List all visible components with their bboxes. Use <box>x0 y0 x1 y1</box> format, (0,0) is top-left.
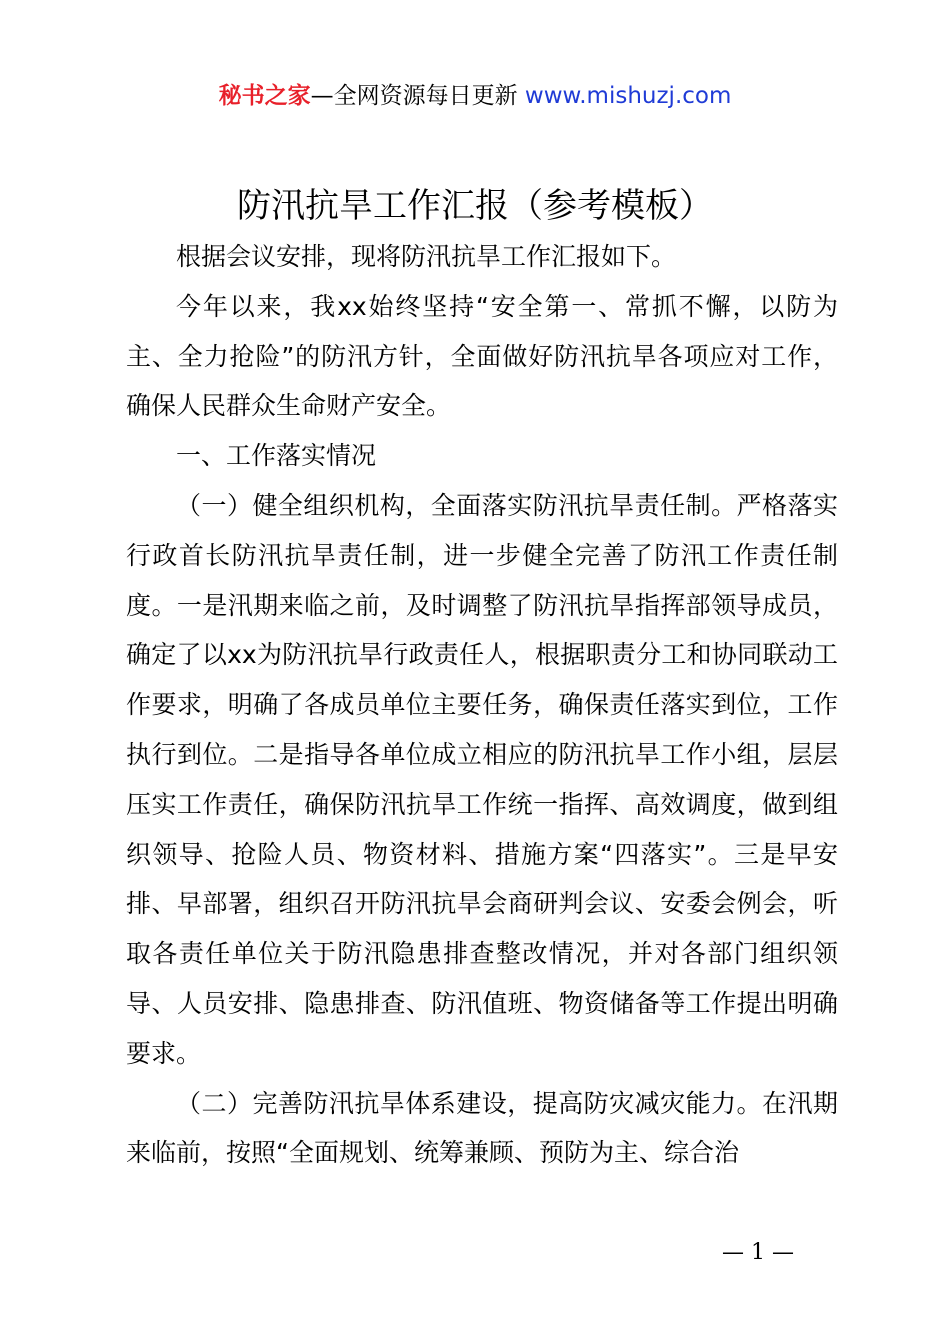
document-title: 防汛抗旱工作汇报（参考模板） <box>237 186 713 226</box>
site-brand: 秘书之家 <box>218 83 311 109</box>
paragraph-organization: （一）健全组织机构，全面落实防汛抗旱责任制。严格落实行政首长防汛抗旱责任制，进一步健全完善了防汛工作责任制度。一是汛期来临之前，及时调整了防汛抗旱指挥部领导成员，确定了以xx为防汛抗旱行政责任人，根据职责分工和协同联动工作要求，明确了各成员单位主要任务，确保责任落实到位，工作执行到位。二是指导各单位成立相应的防汛抗旱工作小组，层层压实工作责任，确保防汛抗旱工作统一指挥、高效调度，做到组织领导、抢险人员、物资材料、措施方案“四落实”。三是早安排、早部署，组织召开防汛抗旱会商研判会议、安委会例会，听取各责任单位关于防汛隐患排查整改情况，并对各部门组织领导、人员安排、隐患排查、防汛值班、物资储备等工作提出明确要求。 <box>126 490 838 1068</box>
site-header <box>0 80 950 112</box>
paragraph-policy: 今年以来，我xx始终坚持“安全第一、常抓不懈，以防为主、全力抢险”的防汛方针，全面做好防汛抗旱各项应对工作，确保人民群众生命财产安全。 <box>126 291 838 421</box>
paragraph-system-building: （二）完善防汛抗旱体系建设，提高防灾减灾能力。在汛期来临前，按照“全面规划、统筹兼顾、预防为主、综合治 <box>126 1088 838 1168</box>
paragraph-intro: 根据会议安排，现将防汛抗旱工作汇报如下。 <box>176 242 677 271</box>
section-heading: 一、工作落实情况 <box>176 441 377 471</box>
page-number: — 1 — <box>722 1240 794 1265</box>
site-url[interactable]: www.mishuzj.com <box>524 83 732 109</box>
site-slogan: —全网资源每日更新 <box>310 83 525 109</box>
document-body <box>126 232 838 1178</box>
